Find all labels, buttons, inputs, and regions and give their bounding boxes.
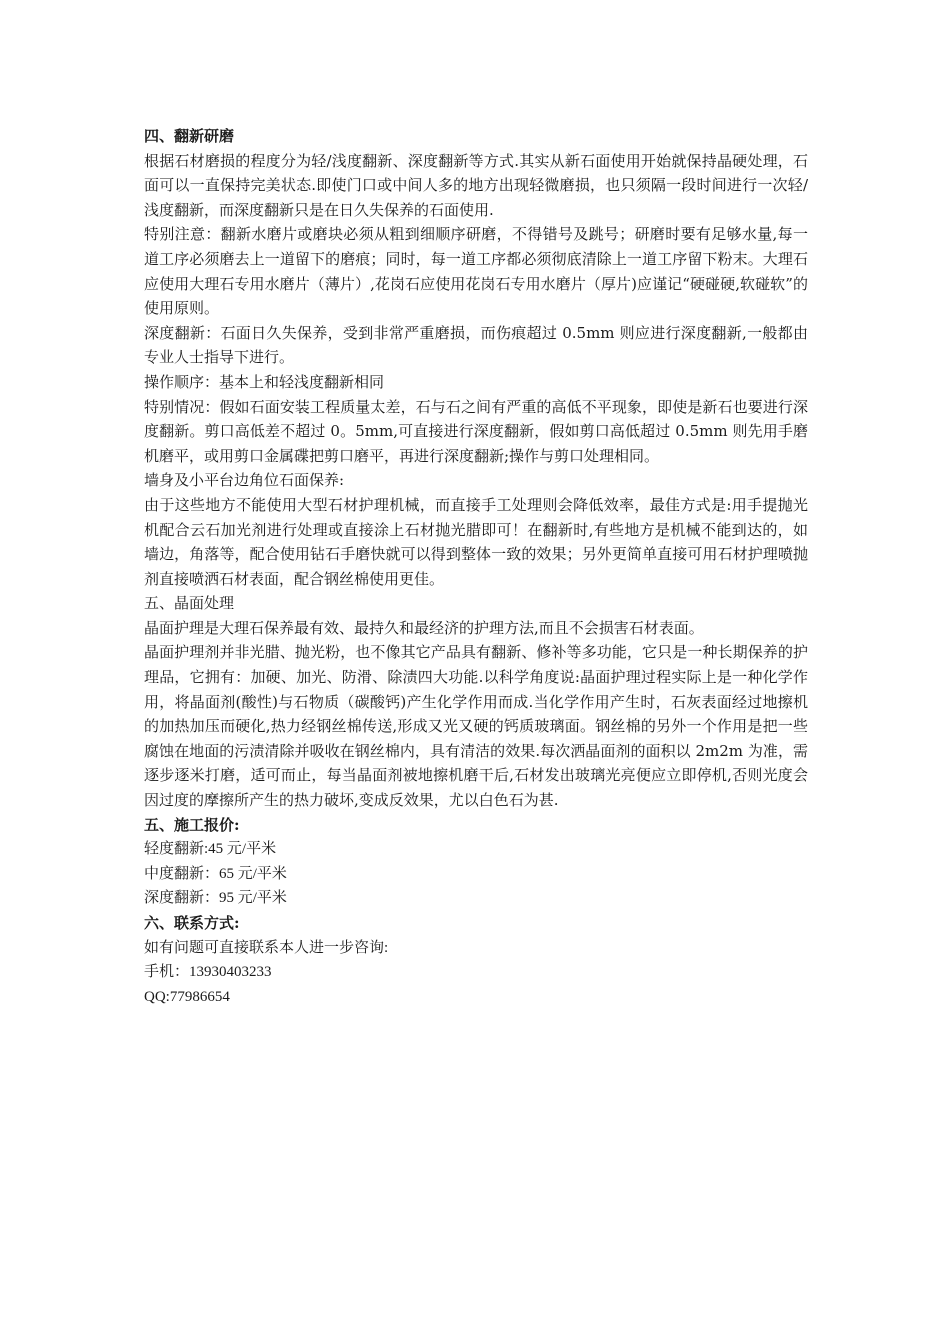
paragraph-renovation-notes: 特别注意：翻新水磨片或磨块必须从粗到细顺序研磨，不得错号及跳号；研磨时要有足够水量,每一道工序必须磨去上一道留下的磨痕；同时，每一道工序都必须彻底清除上一道工序留下粉末。大理石应使用大理石专用水磨片（薄片）,花岗石应使用花岗石专用水磨片（厚片)应谨记“硬碰硬,软碰软”的使用原则。 — [144, 225, 808, 318]
paragraph-renovation-overview: 根据石材磨损的程度分为轻/浅度翻新、深度翻新等方式.其实从新石面使用开始就保持晶硬处理，石面可以一直保持完美状态.即使门口或中间人多的地方出现轻微磨损，也只须隔一段时间进行一次轻/浅度翻新，而深度翻新只是在日久失保养的石面使用. — [144, 151, 808, 219]
contact-intro: 如有问题可直接联系本人进一步咨询: — [144, 939, 389, 956]
paragraph-crystal-detail: 晶面护理剂并非光腊、抛光粉，也不像其它产品具有翻新、修补等多功能，它只是一种长期保养的护理品，它拥有：加硬、加光、防滑、除渍四大功能.以科学角度说:晶面护理过程实际上是一种化学作用，将晶面剂(酸性)与石物质（碳酸钙)产生化学作用而成.当化学作用产生时，石灰表面经过地擦机的加热加压而硬化,热力经钢丝棉传送,形成又光又硬的钙质玻璃面。钢丝棉的另外一个作用是把一些腐蚀在地面的污渍清除并吸收在钢丝棉内，具有清洁的效果.每次洒晶面剂的面积以 2m2m 为准，需逐步逐米打磨，适可而止，每当晶面剂被地擦机磨干后,石材发出玻璃光亮便应立即停机,否则光度会因过度的摩擦所产生的热力破坏,变成反效果，尤以白色石为甚. — [144, 643, 808, 810]
section-heading-price: 五、施工报价: — [144, 815, 240, 834]
paragraph-crystal-intro: 晶面护理是大理石保养最有效、最持久和最经济的护理方法,而且不会损害石材表面。 — [144, 618, 704, 637]
paragraph-deep-renovation: 深度翻新：石面日久失保养，受到非常严重磨损，而伤痕超过 0.5mm 则应进行深度翻新,一般都由专业人士指导下进行。 — [144, 323, 808, 367]
price-medium: 中度翻新：65 元/平米 — [144, 865, 287, 882]
contact-qq: QQ:77986654 — [144, 988, 230, 1005]
contact-phone: 手机：13930403233 — [144, 964, 272, 981]
section-heading-contact: 六、联系方式: — [144, 914, 240, 932]
paragraph-special-case: 特别情况：假如石面安装工程质量太差，石与石之间有严重的高低不平现象，即使是新石也要进行深度翻新。剪口高低差不超过 0。5mm,可直接进行深度翻新，假如剪口高低超过 0.5mm 则先用手磨机磨平，或用剪口金属碟把剪口磨平，再进行深度翻新;操作与剪口处理相同。 — [144, 397, 808, 465]
price-deep: 深度翻新：95 元/平米 — [144, 890, 287, 907]
price-light: 轻度翻新:45 元/平米 — [144, 841, 277, 858]
document-page — [144, 124, 808, 1009]
section-heading-renovation: 四、翻新研磨 — [144, 127, 235, 145]
subheading-wall-maintenance: 墙身及小平台边角位石面保养: — [144, 471, 345, 490]
paragraph-operation-order: 操作顺序：基本上和轻浅度翻新相同 — [144, 372, 385, 391]
section-heading-crystal: 五、晶面处理 — [144, 594, 235, 613]
paragraph-wall-maintenance: 由于这些地方不能使用大型石材护理机械，而直接手工处理则会降低效率，最佳方式是:用手提抛光机配合云石加光剂进行处理或直接涂上石材抛光腊即可！在翻新时,有些地方是机械不能到达的，如墙边，角落等，配合使用钻石手磨快就可以得到整体一致的效果；另外更简单直接可用石材护理喷抛剂直接喷洒石材表面，配合钢丝棉使用更佳。 — [144, 495, 808, 588]
